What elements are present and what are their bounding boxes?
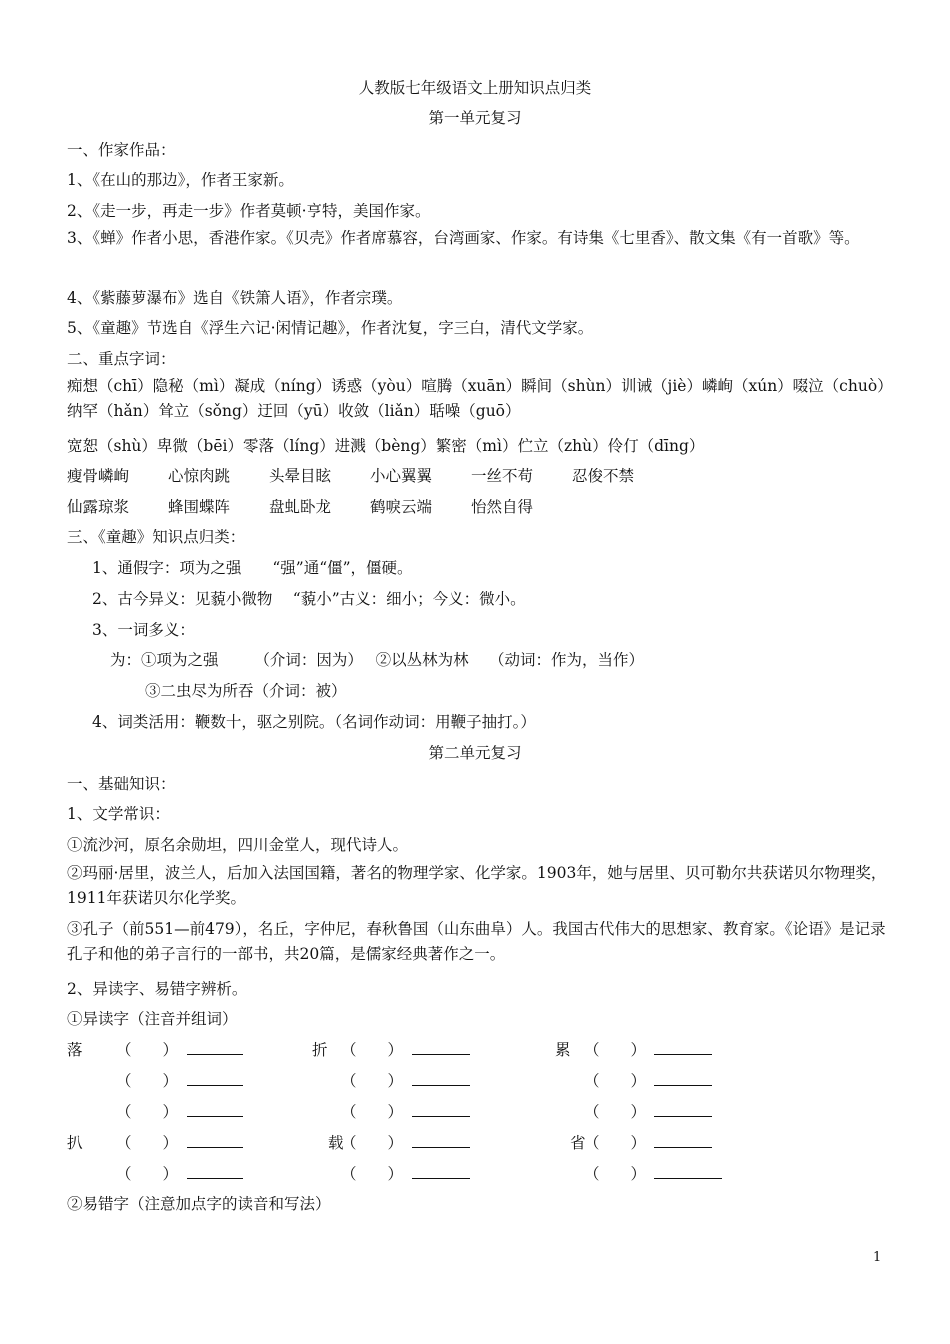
idiom: 一丝不苟 bbox=[471, 467, 534, 485]
unit1-section1-title: 一、作家作品： bbox=[67, 141, 176, 159]
pinyin-paren: （ ） bbox=[584, 1103, 647, 1121]
exercise-char: 省 bbox=[570, 1134, 586, 1152]
work-item: 1、《在山的那边》，作者王家新。 bbox=[67, 171, 294, 189]
pinyin-paren: （ ） bbox=[116, 1072, 179, 1090]
literature-item: ①流沙河，原名余勋坦，四川金堂人，现代诗人。 bbox=[67, 836, 409, 854]
unit1-section3-title: 三、《童趣》知识点归类： bbox=[67, 528, 246, 546]
answer-blank[interactable] bbox=[187, 1098, 243, 1117]
yici-title: 3、一词多义： bbox=[92, 621, 195, 639]
idiom: 心惊肉跳 bbox=[168, 467, 231, 485]
pinyin-paren: （ ） bbox=[341, 1165, 404, 1183]
page-number: 1 bbox=[873, 1250, 882, 1265]
pinyin-paren: （ ） bbox=[116, 1165, 179, 1183]
yici-line: ③二虫尽为所吞（介词：被） bbox=[145, 682, 347, 700]
answer-blank[interactable] bbox=[654, 1067, 712, 1086]
exercise-char: 落 bbox=[67, 1041, 83, 1059]
pinyin-paren: （ ） bbox=[584, 1134, 647, 1152]
pinyin-paren: （ ） bbox=[116, 1103, 179, 1121]
idiom: 头晕目眩 bbox=[269, 467, 332, 485]
unit1-section2-title: 二、重点字词： bbox=[67, 350, 176, 368]
answer-blank[interactable] bbox=[187, 1067, 243, 1086]
answer-blank[interactable] bbox=[654, 1098, 712, 1117]
exercise-char: 扒 bbox=[67, 1134, 83, 1152]
tongjia-item: 1、通假字：项为之强 “强”通“僵”，僵硬。 bbox=[92, 559, 413, 577]
document-title: 人教版七年级语文上册知识点归类 bbox=[358, 79, 592, 97]
work-item: 2、《走一步，再走一步》作者莫顿·亨特，美国作家。 bbox=[67, 202, 431, 220]
pinyin-paren: （ ） bbox=[584, 1165, 647, 1183]
answer-blank[interactable] bbox=[654, 1129, 712, 1148]
answer-blank[interactable] bbox=[412, 1067, 470, 1086]
answer-blank[interactable] bbox=[412, 1160, 470, 1179]
answer-blank[interactable] bbox=[654, 1160, 722, 1179]
exercise-char: 折 bbox=[312, 1041, 328, 1059]
literature-item: ②玛丽·居里，波兰人，后加入法国国籍，著名的物理学家、化学家。1903年，她与居里、贝可勒尔共获诺贝尔物理奖，1911年获诺贝尔化学奖。 bbox=[67, 864, 887, 907]
gujin-item: 2、古今异义：见藐小微物 “藐小”古义：细小；今义：微小。 bbox=[92, 590, 526, 608]
unit2-section1-title: 一、基础知识： bbox=[67, 775, 176, 793]
literature-title: 1、文学常识： bbox=[67, 805, 170, 823]
yidu-subtitle: ①异读字（注音并组词） bbox=[67, 1010, 238, 1028]
answer-blank[interactable] bbox=[187, 1036, 243, 1055]
exercise-char: 累 bbox=[555, 1041, 571, 1059]
unit1-heading: 第一单元复习 bbox=[428, 109, 522, 127]
idiom: 忍俊不禁 bbox=[572, 467, 635, 485]
idiom: 怡然自得 bbox=[471, 498, 534, 516]
literature-item: ③孔子（前551—前479），名丘，字仲尼，春秋鲁国（山东曲阜）人。我国古代伟大的思想家、教育家。《论语》是记录孔子和他的弟子言行的一部书，共20篇，是儒家经典著作之一。 bbox=[67, 920, 886, 963]
idiom: 仙露琼浆 bbox=[67, 498, 130, 516]
answer-blank[interactable] bbox=[412, 1098, 470, 1117]
key-words-line: 宽恕（shù）卑微（bēi）零落（líng）进溅（bèng）繁密（mì）伫立（zhù）伶仃（dīng） bbox=[67, 437, 705, 455]
pinyin-paren: （ ） bbox=[116, 1041, 179, 1059]
idiom: 小心翼翼 bbox=[370, 467, 433, 485]
answer-blank[interactable] bbox=[412, 1036, 470, 1055]
yidu-title: 2、异读字、易错字辨析。 bbox=[67, 980, 248, 998]
unit2-heading: 第二单元复习 bbox=[428, 744, 522, 762]
pinyin-paren: （ ） bbox=[116, 1134, 179, 1152]
idiom: 盘虬卧龙 bbox=[269, 498, 332, 516]
yici-line: 为：①项为之强 （介词：因为） ②以丛林为林 （动词：作为，当作） bbox=[110, 651, 645, 669]
idiom: 蜂围蝶阵 bbox=[168, 498, 231, 516]
cilei-item: 4、词类活用：鞭数十，驱之别院。（名词作动词：用鞭子抽打。） bbox=[92, 713, 536, 731]
answer-blank[interactable] bbox=[412, 1129, 470, 1148]
idiom: 鹤唳云端 bbox=[370, 498, 433, 516]
answer-blank[interactable] bbox=[187, 1129, 243, 1148]
pinyin-paren: （ ） bbox=[341, 1072, 404, 1090]
idiom: 瘦骨嶙峋 bbox=[67, 467, 130, 485]
pinyin-paren: （ ） bbox=[584, 1072, 647, 1090]
yicuo-subtitle: ②易错字（注意加点字的读音和写法） bbox=[67, 1195, 331, 1213]
work-item: 5、《童趣》节选自《浮生六记·闲情记趣》，作者沈复，字三白，清代文学家。 bbox=[67, 319, 594, 337]
pinyin-paren: （ ） bbox=[584, 1041, 647, 1059]
pinyin-paren: （ ） bbox=[341, 1134, 404, 1152]
answer-blank[interactable] bbox=[187, 1160, 243, 1179]
key-words-line: 痴想（chī）隐秘（mì）凝成（níng）诱惑（yòu）喧腾（xuān）瞬间（shùn）训诫（jiè）嶙峋（xún）啜泣（chuò）纳罕（hǎn）耸立（sǒng）迂回（yū）收敛（liǎn）聒噪（guō） bbox=[67, 377, 893, 420]
pinyin-paren: （ ） bbox=[341, 1103, 404, 1121]
work-item: 4、《紫藤萝瀑布》选自《铁箫人语》，作者宗璞。 bbox=[67, 289, 403, 307]
work-item: 3、《蝉》作者小思，香港作家。《贝壳》作者席慕容，台湾画家、作家。有诗集《七里香》、散文集《有一首歌》等。 bbox=[67, 229, 860, 247]
exercise-char: 载 bbox=[328, 1134, 344, 1152]
answer-blank[interactable] bbox=[654, 1036, 712, 1055]
pinyin-paren: （ ） bbox=[341, 1041, 404, 1059]
